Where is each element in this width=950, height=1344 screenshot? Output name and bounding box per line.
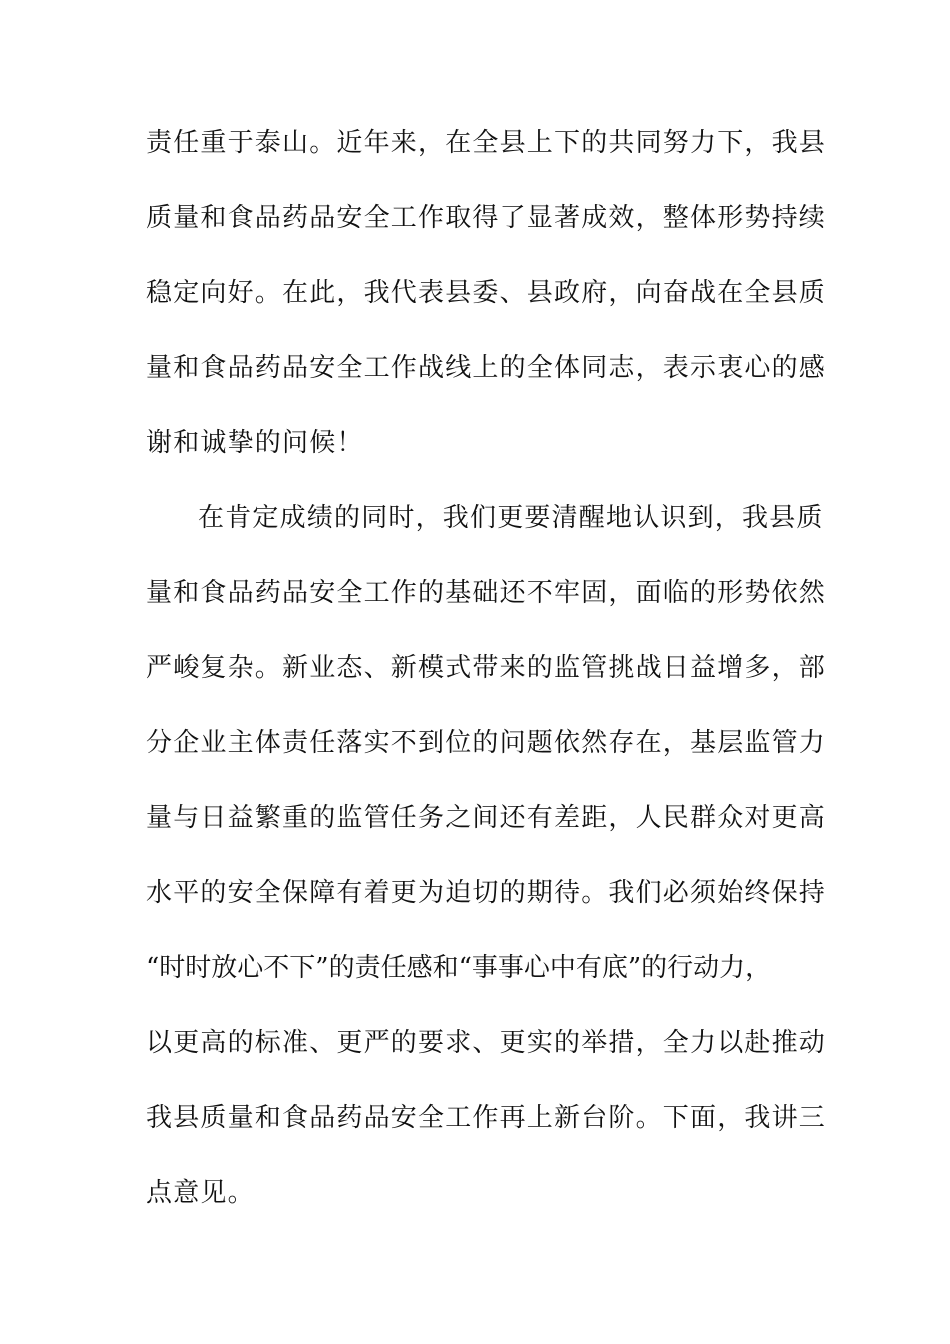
text-line: 水平的安全保障有着更为迫切的期待。我们必须始终保持 <box>146 878 827 908</box>
text-line: “时时放心不下”的责任感和“事事心中有底”的行动力， <box>146 953 772 983</box>
text-line: 点意见。 <box>146 1178 255 1208</box>
text-line: 在肯定成绩的同时，我们更要清醒地认识到，我县质 <box>198 503 824 533</box>
text-line: 稳定向好。在此，我代表县委、县政府，向奋战在全县质 <box>146 278 827 308</box>
document-body <box>146 118 827 1243</box>
paragraph-1 <box>146 118 827 493</box>
text-line: 量和食品药品安全工作的基础还不牢固，面临的形势依然 <box>146 578 827 608</box>
text-line: 谢和诚挚的问候！ <box>146 428 364 458</box>
text-line: 量与日益繁重的监管任务之间还有差距，人民群众对更高 <box>146 803 827 833</box>
text-line: 质量和食品药品安全工作取得了显著成效，整体形势持续 <box>146 203 827 233</box>
text-line: 我县质量和食品药品安全工作再上新台阶。下面，我讲三 <box>146 1103 827 1133</box>
text-line: 分企业主体责任落实不到位的问题依然存在，基层监管力 <box>146 728 827 758</box>
text-line: 以更高的标准、更严的要求、更实的举措，全力以赴推动 <box>146 1028 827 1058</box>
paragraph-2 <box>146 493 827 1243</box>
text-line: 量和食品药品安全工作战线上的全体同志，表示衷心的感 <box>146 353 827 383</box>
text-line: 严峻复杂。新业态、新模式带来的监管挑战日益增多，部 <box>146 653 827 683</box>
text-line: 责任重于泰山。近年来，在全县上下的共同努力下，我县 <box>146 128 827 158</box>
